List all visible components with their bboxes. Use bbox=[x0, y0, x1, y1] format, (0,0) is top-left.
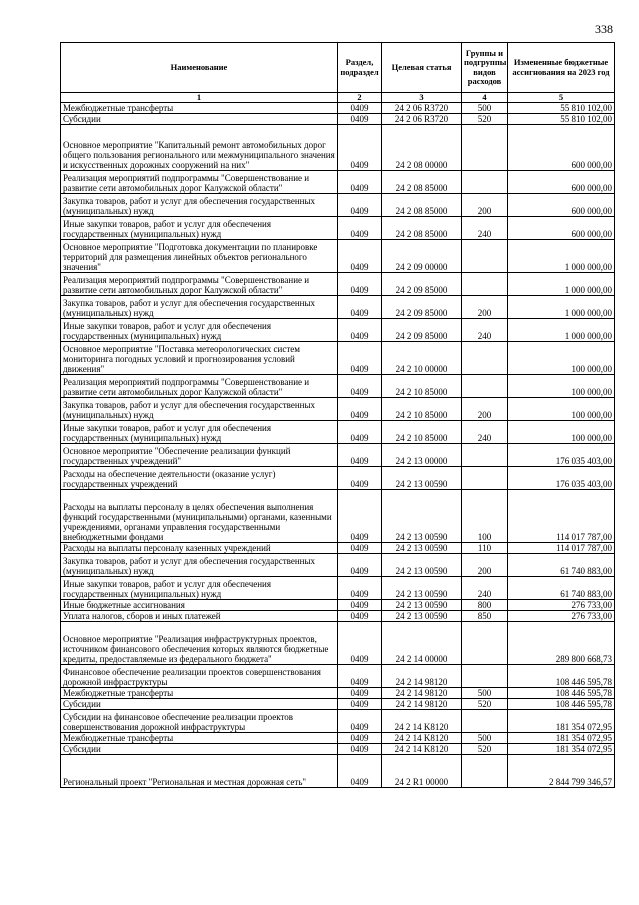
cell-name: Иные закупки товаров, работ и услуг для обеспечения государственных (муниципальных) нужд bbox=[61, 421, 338, 444]
cell-name: Региональный проект "Региональная и местная дорожная сеть" bbox=[61, 755, 338, 788]
cell-amount: 61 740 883,00 bbox=[508, 554, 615, 577]
table-row bbox=[61, 467, 615, 490]
cell-name: Финансовое обеспечение реализации проектов совершенствования дорожной инфраструктуры bbox=[61, 665, 338, 688]
table-row bbox=[61, 194, 615, 217]
cell-group: 200 bbox=[462, 296, 508, 319]
cell-name: Реализация мероприятий подпрограммы "Совершенствование и развитие сети автомобильных дорог Калужской области" bbox=[61, 375, 338, 398]
table-row bbox=[61, 342, 615, 375]
cell-target: 24 2 13 00590 bbox=[382, 577, 462, 600]
cell-section: 0409 bbox=[338, 490, 382, 543]
cell-group bbox=[462, 622, 508, 665]
cell-name: Иные бюджетные ассигнования bbox=[61, 600, 338, 611]
cell-target: 24 2 14 98120 bbox=[382, 665, 462, 688]
cell-amount: 108 446 595,78 bbox=[508, 699, 615, 710]
cell-section: 0409 bbox=[338, 665, 382, 688]
cell-group: 110 bbox=[462, 543, 508, 554]
cell-group bbox=[462, 665, 508, 688]
cell-group bbox=[462, 755, 508, 788]
cell-amount: 600 000,00 bbox=[508, 194, 615, 217]
table-row bbox=[61, 543, 615, 554]
cell-target: 24 2 14 K8120 bbox=[382, 744, 462, 755]
cell-group bbox=[462, 375, 508, 398]
cell-section: 0409 bbox=[338, 577, 382, 600]
cell-section: 0409 bbox=[338, 194, 382, 217]
cell-section: 0409 bbox=[338, 733, 382, 744]
cell-target: 24 2 R1 00000 bbox=[382, 755, 462, 788]
cell-target: 24 2 10 85000 bbox=[382, 375, 462, 398]
table-row bbox=[61, 755, 615, 788]
column-number: 4 bbox=[462, 93, 508, 103]
cell-section: 0409 bbox=[338, 755, 382, 788]
cell-amount: 181 354 072,95 bbox=[508, 710, 615, 733]
table-row bbox=[61, 554, 615, 577]
cell-amount: 276 733,00 bbox=[508, 611, 615, 622]
cell-name: Межбюджетные трансферты bbox=[61, 103, 338, 114]
cell-name: Основное мероприятие "Капитальный ремонт автомобильных дорог общего пользования региональнoго или межмуниципального значения и искусственных дорожных сооружений на них" bbox=[61, 125, 338, 171]
cell-section: 0409 bbox=[338, 600, 382, 611]
cell-name: Межбюджетные трансферты bbox=[61, 688, 338, 699]
table-body bbox=[61, 93, 615, 788]
cell-section: 0409 bbox=[338, 543, 382, 554]
table-row bbox=[61, 577, 615, 600]
cell-section: 0409 bbox=[338, 319, 382, 342]
cell-amount: 55 810 102,00 bbox=[508, 103, 615, 114]
cell-section: 0409 bbox=[338, 611, 382, 622]
table-row bbox=[61, 622, 615, 665]
cell-target: 24 2 08 00000 bbox=[382, 125, 462, 171]
table-row bbox=[61, 273, 615, 296]
cell-section: 0409 bbox=[338, 744, 382, 755]
cell-target: 24 2 06 R3720 bbox=[382, 103, 462, 114]
cell-name: Расходы на выплаты персоналу в целях обеспечения выполнения функций государственными (муниципальными) органами, казенными учреждениями, органами управления государственными внебюджетными фондами bbox=[61, 490, 338, 543]
cell-name: Расходы на обеспечение деятельности (оказание услуг) государственных учреждений bbox=[61, 467, 338, 490]
cell-target: 24 2 09 85000 bbox=[382, 296, 462, 319]
column-number: 2 bbox=[338, 93, 382, 103]
cell-name: Реализация мероприятий подпрограммы "Совершенствование и развитие сети автомобильных дорог Калужской области" bbox=[61, 273, 338, 296]
cell-target: 24 2 09 00000 bbox=[382, 240, 462, 273]
cell-name: Основное мероприятие "Поставка метеорологических систем мониторинга погодных условий и прогнозирования условий движения" bbox=[61, 342, 338, 375]
cell-group: 240 bbox=[462, 421, 508, 444]
cell-amount: 100 000,00 bbox=[508, 421, 615, 444]
header-target: Целевая статья bbox=[382, 43, 462, 93]
cell-section: 0409 bbox=[338, 296, 382, 319]
cell-target: 24 2 13 00590 bbox=[382, 611, 462, 622]
column-number: 3 bbox=[382, 93, 462, 103]
cell-amount: 276 733,00 bbox=[508, 600, 615, 611]
cell-amount: 289 800 668,73 bbox=[508, 622, 615, 665]
cell-group: 240 bbox=[462, 319, 508, 342]
cell-group bbox=[462, 171, 508, 194]
table-row bbox=[61, 398, 615, 421]
column-number: 5 bbox=[508, 93, 615, 103]
cell-amount: 108 446 595,78 bbox=[508, 665, 615, 688]
table-row bbox=[61, 665, 615, 688]
table-row bbox=[61, 444, 615, 467]
cell-group: 500 bbox=[462, 688, 508, 699]
cell-section: 0409 bbox=[338, 444, 382, 467]
table-row bbox=[61, 699, 615, 710]
cell-target: 24 2 08 85000 bbox=[382, 217, 462, 240]
table-row bbox=[61, 319, 615, 342]
cell-target: 24 2 10 85000 bbox=[382, 398, 462, 421]
cell-target: 24 2 10 85000 bbox=[382, 421, 462, 444]
cell-name: Субсидии bbox=[61, 114, 338, 125]
header-amount: Измененные бюджетные ассигнования на 2023 год bbox=[508, 43, 615, 93]
cell-group: 850 bbox=[462, 611, 508, 622]
cell-target: 24 2 06 R3720 bbox=[382, 114, 462, 125]
cell-name: Основное мероприятие "Подготовка документации по планировке территорий для размещения линейных объектов регионального значения" bbox=[61, 240, 338, 273]
cell-target: 24 2 14 98120 bbox=[382, 688, 462, 699]
cell-section: 0409 bbox=[338, 421, 382, 444]
cell-name: Закупка товаров, работ и услуг для обеспечения государственных (муниципальных) нужд bbox=[61, 398, 338, 421]
cell-name: Основное мероприятие "Обеспечение реализации функций государственных учреждений" bbox=[61, 444, 338, 467]
cell-amount: 100 000,00 bbox=[508, 398, 615, 421]
cell-group bbox=[462, 342, 508, 375]
cell-section: 0409 bbox=[338, 240, 382, 273]
table-row bbox=[61, 240, 615, 273]
cell-amount: 108 446 595,78 bbox=[508, 688, 615, 699]
cell-amount: 600 000,00 bbox=[508, 171, 615, 194]
cell-section: 0409 bbox=[338, 273, 382, 296]
cell-target: 24 2 14 K8120 bbox=[382, 733, 462, 744]
cell-section: 0409 bbox=[338, 217, 382, 240]
cell-target: 24 2 13 00590 bbox=[382, 467, 462, 490]
table-row bbox=[61, 217, 615, 240]
header-section: Раздел, подраздел bbox=[338, 43, 382, 93]
cell-amount: 114 017 787,00 bbox=[508, 543, 615, 554]
cell-group: 520 bbox=[462, 744, 508, 755]
cell-target: 24 2 13 00590 bbox=[382, 543, 462, 554]
cell-name: Реализация мероприятий подпрограммы "Совершенствование и развитие сети автомобильных дорог Калужской области" bbox=[61, 171, 338, 194]
cell-section: 0409 bbox=[338, 114, 382, 125]
cell-group: 520 bbox=[462, 699, 508, 710]
page-number: 338 bbox=[595, 22, 613, 36]
cell-amount: 181 354 072,95 bbox=[508, 733, 615, 744]
cell-target: 24 2 09 85000 bbox=[382, 319, 462, 342]
cell-amount: 1 000 000,00 bbox=[508, 319, 615, 342]
cell-section: 0409 bbox=[338, 554, 382, 577]
header-groups: Группы и подгруппы видов расходов bbox=[462, 43, 508, 93]
cell-section: 0409 bbox=[338, 467, 382, 490]
cell-amount: 600 000,00 bbox=[508, 217, 615, 240]
cell-amount: 176 035 403,00 bbox=[508, 467, 615, 490]
cell-target: 24 2 14 K8120 bbox=[382, 710, 462, 733]
cell-amount: 1 000 000,00 bbox=[508, 273, 615, 296]
cell-name: Основное мероприятие "Реализация инфраструктурных проектов, источником финансового обеспечения которых являются бюджетные кредиты, предоставляемые из федерального бюджета" bbox=[61, 622, 338, 665]
cell-section: 0409 bbox=[338, 171, 382, 194]
cell-section: 0409 bbox=[338, 710, 382, 733]
cell-section: 0409 bbox=[338, 398, 382, 421]
cell-group bbox=[462, 710, 508, 733]
table-row bbox=[61, 114, 615, 125]
table-row bbox=[61, 171, 615, 194]
cell-amount: 100 000,00 bbox=[508, 375, 615, 398]
cell-section: 0409 bbox=[338, 125, 382, 171]
cell-group: 100 bbox=[462, 490, 508, 543]
cell-group: 200 bbox=[462, 194, 508, 217]
cell-target: 24 2 10 00000 bbox=[382, 342, 462, 375]
cell-amount: 61 740 883,00 bbox=[508, 577, 615, 600]
cell-target: 24 2 13 00000 bbox=[382, 444, 462, 467]
cell-group: 200 bbox=[462, 398, 508, 421]
cell-target: 24 2 08 85000 bbox=[382, 171, 462, 194]
table-row bbox=[61, 611, 615, 622]
cell-target: 24 2 13 00590 bbox=[382, 490, 462, 543]
cell-section: 0409 bbox=[338, 103, 382, 114]
cell-target: 24 2 13 00590 bbox=[382, 600, 462, 611]
cell-name: Субсидии bbox=[61, 744, 338, 755]
cell-amount: 2 844 799 346,57 bbox=[508, 755, 615, 788]
table-row bbox=[61, 600, 615, 611]
table-row bbox=[61, 421, 615, 444]
cell-name: Иные закупки товаров, работ и услуг для обеспечения государственных (муниципальных) нужд bbox=[61, 319, 338, 342]
cell-amount: 1 000 000,00 bbox=[508, 296, 615, 319]
column-number-row bbox=[61, 93, 615, 103]
cell-target: 24 2 08 85000 bbox=[382, 194, 462, 217]
cell-target: 24 2 09 85000 bbox=[382, 273, 462, 296]
cell-target: 24 2 14 98120 bbox=[382, 699, 462, 710]
cell-section: 0409 bbox=[338, 375, 382, 398]
column-number: 1 bbox=[61, 93, 338, 103]
cell-name: Иные закупки товаров, работ и услуг для обеспечения государственных (муниципальных) нужд bbox=[61, 577, 338, 600]
cell-group bbox=[462, 240, 508, 273]
cell-group: 200 bbox=[462, 554, 508, 577]
cell-name: Расходы на выплаты персоналу казенных учреждений bbox=[61, 543, 338, 554]
cell-amount: 55 810 102,00 bbox=[508, 114, 615, 125]
header-name: Наименование bbox=[61, 43, 338, 93]
cell-name: Закупка товаров, работ и услуг для обеспечения государственных (муниципальных) нужд bbox=[61, 296, 338, 319]
cell-amount: 176 035 403,00 bbox=[508, 444, 615, 467]
cell-group bbox=[462, 444, 508, 467]
table-row bbox=[61, 375, 615, 398]
table-row bbox=[61, 744, 615, 755]
cell-section: 0409 bbox=[338, 688, 382, 699]
cell-section: 0409 bbox=[338, 622, 382, 665]
cell-group: 500 bbox=[462, 733, 508, 744]
cell-group: 240 bbox=[462, 217, 508, 240]
table-row bbox=[61, 490, 615, 543]
budget-table bbox=[60, 42, 615, 788]
cell-group bbox=[462, 467, 508, 490]
table-row bbox=[61, 710, 615, 733]
table-row bbox=[61, 688, 615, 699]
table-row bbox=[61, 125, 615, 171]
table-row bbox=[61, 296, 615, 319]
cell-group bbox=[462, 273, 508, 296]
cell-group: 800 bbox=[462, 600, 508, 611]
cell-group bbox=[462, 125, 508, 171]
table-row bbox=[61, 103, 615, 114]
cell-name: Иные закупки товаров, работ и услуг для обеспечения государственных (муниципальных) нужд bbox=[61, 217, 338, 240]
cell-name: Межбюджетные трансферты bbox=[61, 733, 338, 744]
cell-name: Субсидии на финансовое обеспечение реализации проектов совершенствования дорожной инфраструктуры bbox=[61, 710, 338, 733]
table-row bbox=[61, 733, 615, 744]
cell-amount: 181 354 072,95 bbox=[508, 744, 615, 755]
cell-section: 0409 bbox=[338, 699, 382, 710]
cell-group: 240 bbox=[462, 577, 508, 600]
cell-target: 24 2 13 00590 bbox=[382, 554, 462, 577]
cell-name: Закупка товаров, работ и услуг для обеспечения государственных (муниципальных) нужд bbox=[61, 194, 338, 217]
cell-amount: 114 017 787,00 bbox=[508, 490, 615, 543]
cell-group: 500 bbox=[462, 103, 508, 114]
cell-amount: 600 000,00 bbox=[508, 125, 615, 171]
cell-section: 0409 bbox=[338, 342, 382, 375]
cell-amount: 1 000 000,00 bbox=[508, 240, 615, 273]
cell-name: Закупка товаров, работ и услуг для обеспечения государственных (муниципальных) нужд bbox=[61, 554, 338, 577]
cell-group: 520 bbox=[462, 114, 508, 125]
cell-target: 24 2 14 00000 bbox=[382, 622, 462, 665]
cell-amount: 100 000,00 bbox=[508, 342, 615, 375]
cell-name: Субсидии bbox=[61, 699, 338, 710]
cell-name: Уплата налогов, сборов и иных платежей bbox=[61, 611, 338, 622]
